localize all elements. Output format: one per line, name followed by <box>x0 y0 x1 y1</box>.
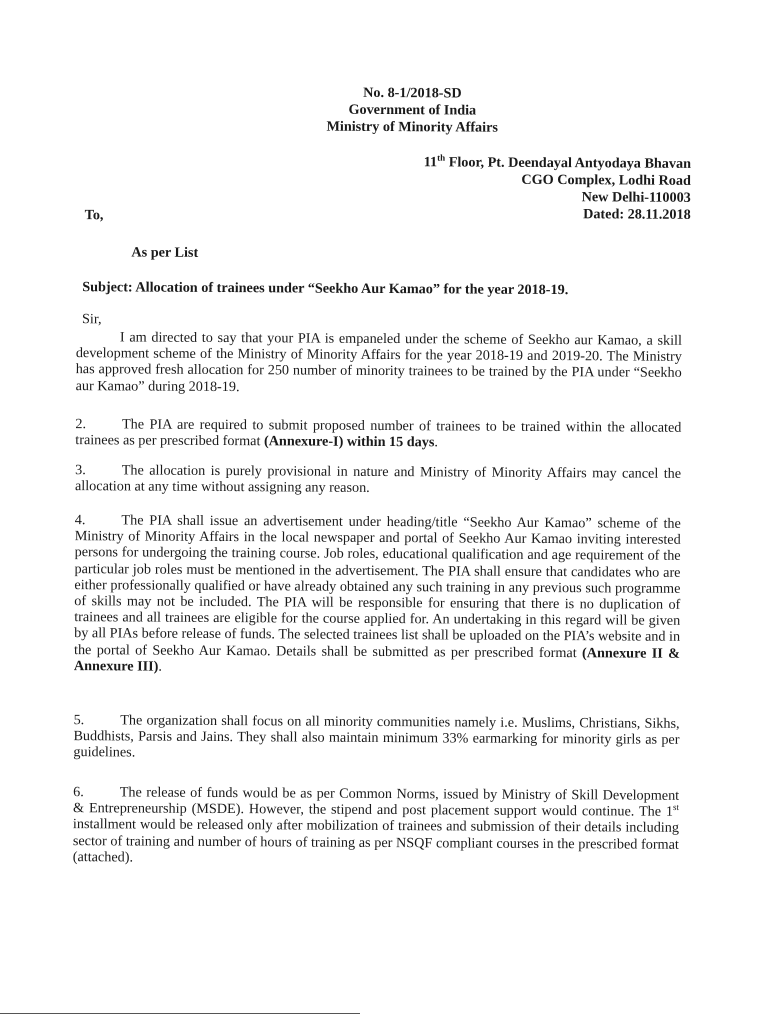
address-line-3: New Delhi-110003 <box>581 189 691 206</box>
subject-line: Subject: Allocation of trainees under “Seekho Aur Kamao” for the year 2018-19. <box>82 279 569 299</box>
paragraph-6-superscript: st <box>673 802 680 813</box>
paragraph-4-bold: (Annexure II & Annexure III) <box>73 644 681 675</box>
floor-number: 11 <box>423 154 438 171</box>
salutation: Sir, <box>81 311 102 328</box>
floor-suffix: th <box>437 152 446 163</box>
paragraph-6-number: 6. <box>73 784 84 801</box>
paragraph-4-text: The PIA shall issue an advertisement under heading/title “Seekho Aur Kamao” scheme of the Ministry of Minority Affairs in the local newspaper and portal of Seekho Aur Kamao inviting interested persons for undergoing the training course. Job roles, educational qualification and age requirement of the particular job roles must be mentioned in the advertisement. The PIA shall ensure that candidates who are either professionally qualified or have already obtained any such training in any previous such programme of skills may not be included. The PIA will be responsible for ensuring that there is no duplication of trainees and all trainees are eligible for the course applied for. An undertaking in this regard will be given by all PIAs before release of funds. The selected trainees list shall be uploaded on the PIA’s website and in the portal of Seekho Aur Kamao. Details shall be submitted as per prescribed format <box>73 512 681 661</box>
government-heading: Government of India <box>348 101 477 119</box>
paragraph-4-end: . <box>158 658 163 675</box>
paragraph-2-end: . <box>434 434 438 451</box>
paragraph-3-text: The allocation is purely provisional in nature and Ministry of Minority Affairs may cancel the allocation at any time without assigning any reason. <box>74 462 682 497</box>
ministry-heading: Ministry of Minority Affairs <box>326 118 498 136</box>
letter-date: Dated: 28.11.2018 <box>583 206 691 223</box>
paragraph-5-text: The organization shall focus on all minority communities namely i.e. Muslims, Christians, Sikhs, Buddhists, Parsis and Jains. They shall also maintain minimum 33% earmarking for minority girls as per guidelines. <box>73 712 680 761</box>
paragraph-6 <box>73 784 679 869</box>
paragraph-6-text-a: The release of funds would be as per Common Norms, issued by Ministry of Skill Development & Entrepreneurship (MSDE). However, the stipend and post placement support would continue. The 1 <box>73 784 680 820</box>
paragraph-2-number: 2. <box>75 416 87 433</box>
paragraph-2-bold: (Annexure-I) within 15 days <box>263 433 435 451</box>
address-line-2: CGO Complex, Lodhi Road <box>521 171 691 189</box>
paragraph-5 <box>73 712 679 764</box>
paragraph-4 <box>74 512 681 678</box>
to-label: To, <box>84 207 104 224</box>
address-line-1-rest: Floor, Pt. Deendayal Antyodaya Bhavan <box>445 154 692 172</box>
paragraph-3-number: 3. <box>75 462 86 479</box>
file-number: No. 8-1/2018-SD <box>363 84 462 102</box>
paragraph-6-text-b: installment would be released only after mobilization of trainees and submission of their details including sector of training and number of hours of training as per NSQF compliant courses in the prescribed format (attached). <box>72 816 679 866</box>
paragraph-2 <box>75 416 681 452</box>
paragraph-1-text: I am directed to say that your PIA is empaneled under the scheme of Seekho aur Kamao, a skill development scheme of the Ministry of Minority Affairs for the year 2018-19 and 2019-20. The Ministry has approved fresh allocation for 250 number of minority trainees to be trained by the PIA under “Seekho aur Kamao” during 2018-19. <box>75 329 682 395</box>
recipient-as-per-list: As per List <box>131 244 199 261</box>
paragraph-2-text: The PIA are required to submit proposed number of trainees to be trained within the allocated trainees as per prescribed format <box>75 416 682 450</box>
paragraph-1 <box>76 329 682 398</box>
paragraph-3 <box>75 462 681 498</box>
scan-bottom-rule <box>0 1013 360 1014</box>
paragraph-4-number: 4. <box>74 512 86 529</box>
paragraph-5-number: 5. <box>73 712 85 729</box>
address-line-1 <box>424 154 691 173</box>
